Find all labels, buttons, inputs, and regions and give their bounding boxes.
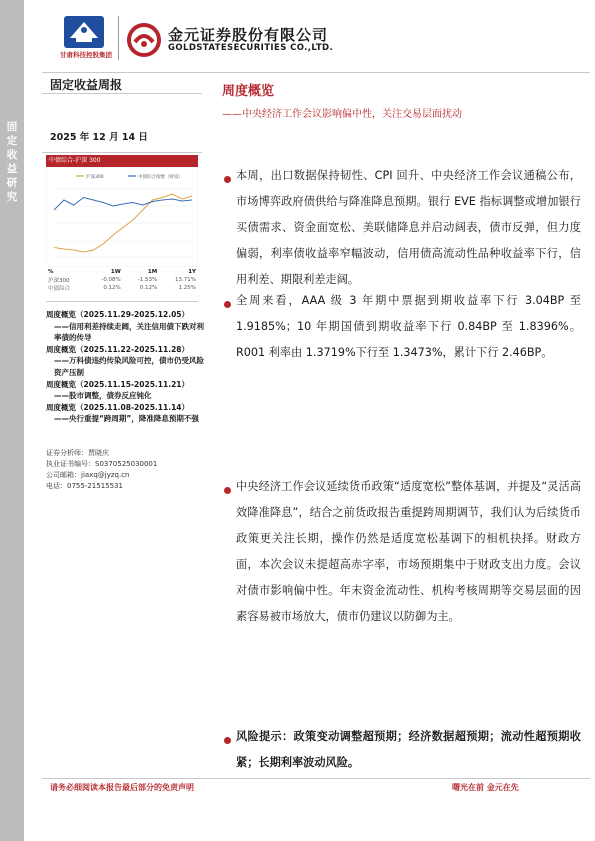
related-report-summary: ——万科债违约传染风险可控，债市仍受风险资产压制 bbox=[54, 356, 204, 377]
table-divider bbox=[46, 301, 198, 302]
related-report-summary: ——央行重提“跨周期”，降准降息预期不强 bbox=[54, 414, 199, 424]
report-subtitle: ——中央经济工作会议影响偏中性，关注交易层面扰动 bbox=[222, 109, 462, 120]
related-report-item[interactable] bbox=[46, 379, 204, 402]
table-header-cell: 1W bbox=[110, 269, 121, 275]
bullet-icon bbox=[224, 176, 231, 183]
body-paragraph: 本周，出口数据保持韧性、CPI 回升、中央经济工作会议通稿公布，市场博弈政府债供给与降准降息预期。银行 EVE 指标调整或增加银行买债需求、资金面宽松、美联储降息并启动阔表，债市反弹，但力度偏弱，利率债收益率窄幅波动，信用债高流动性品种收益率下行，信用利差、期限利差走阔。 bbox=[236, 169, 581, 286]
bullet-icon bbox=[224, 737, 231, 744]
table-cell: -1.53% bbox=[137, 277, 158, 283]
table-header-cell: 1M bbox=[147, 269, 158, 275]
table-cell: 0.12% bbox=[139, 285, 158, 291]
body-paragraph: 中央经济工作会议延续货币政策“适度宽松”整体基调，并提及“灵活高效降准降息”，结合之前货政报告重提跨周期调节，我们认为后续货币政策更关注长期，操作仍然是适度宽松基调下的相机抉择。财政方面，本次会议未提超高赤字率，市场预期集中于财政支出力度。会议对债市影响偏中性。年末资金流动性、机构考核周期等交易层面的因素容易被市场放大，债市仍建议以防御为主。 bbox=[236, 480, 581, 623]
side-label: 固定收益研究 bbox=[6, 121, 18, 203]
performance-table bbox=[46, 268, 198, 292]
table-cell: 沪深300 bbox=[48, 278, 70, 284]
table-row bbox=[46, 276, 198, 284]
body-paragraph: 全周来看，AAA 级 3 年期中票据到期收益率下行 3.04BP 至 1.9185%；10 年期国债到期收益率下行 0.84BP 至 1.8396%。R001 利率由 1.3719%下行至 1.3473%，累计下行 2.46BP。 bbox=[236, 294, 581, 359]
report-type: 固定收益周报 bbox=[50, 78, 123, 92]
table-cell: -0.08% bbox=[101, 277, 121, 283]
brand-name-en: GOLDSTATESECURITIES CO.,LTD. bbox=[168, 43, 334, 53]
report-type-divider bbox=[42, 93, 202, 94]
table-cell: 1.25% bbox=[178, 285, 196, 291]
bullet-icon bbox=[224, 301, 231, 308]
table-header-row bbox=[46, 268, 198, 276]
related-report-summary: ——信用利差持续走阔，关注信用债下跌对利率债的传导 bbox=[54, 321, 204, 343]
related-reports bbox=[46, 309, 204, 425]
legend-label: 中债综合指数（财富） bbox=[138, 175, 183, 180]
chart-svg bbox=[46, 167, 198, 267]
logo-subtitle: 甘肃科技控股集团 bbox=[60, 51, 112, 59]
analyst-email[interactable]: 公司邮箱：jiaxq@jyzq.cn bbox=[46, 471, 130, 479]
index-chart bbox=[46, 155, 198, 267]
table-header-cell: % bbox=[48, 269, 54, 275]
table-header-cell: 1Y bbox=[188, 269, 196, 275]
footer-divider bbox=[42, 778, 590, 779]
logo-divider bbox=[118, 16, 119, 60]
chart-title: 中债综合-沪深 300 bbox=[46, 155, 198, 167]
related-report-item[interactable] bbox=[46, 402, 204, 425]
footer-slogan: 曙光在前 金元在先 bbox=[452, 783, 519, 792]
analyst-license: 执业证书编号：S0370525030001 bbox=[46, 460, 158, 468]
legend-label: 沪深300 bbox=[86, 175, 104, 180]
related-report-item[interactable] bbox=[46, 309, 204, 344]
related-report-item[interactable] bbox=[46, 344, 204, 379]
bullet-icon bbox=[224, 487, 231, 494]
brand-name-cn: 金元证券股份有限公司 bbox=[168, 26, 329, 44]
related-report-summary: ——股市调整，债券反应钝化 bbox=[54, 391, 152, 401]
table-row bbox=[46, 284, 198, 292]
report-title: 周度概览 bbox=[222, 84, 275, 99]
table-cell: 13.71% bbox=[175, 277, 196, 283]
table-cell: 0.12% bbox=[103, 285, 121, 291]
brand-mark-icon bbox=[126, 22, 162, 58]
left-column-divider bbox=[42, 152, 202, 153]
related-report-title: 周度概览（2025.11.15-2025.11.21） bbox=[46, 379, 190, 389]
table-cell: 中债综合 bbox=[48, 286, 71, 292]
analyst-info bbox=[46, 448, 204, 492]
report-date: 2025 年 12 月 14 日 bbox=[50, 132, 148, 143]
related-report-title: 周度概览（2025.11.29-2025.12.05） bbox=[46, 310, 190, 319]
analyst-name: 证券分析师：贾晓庆 bbox=[46, 449, 109, 457]
related-report-title: 周度概览（2025.11.22-2025.11.28） bbox=[46, 344, 190, 354]
footer-disclaimer[interactable]: 请务必细阅读本报告最后部分的免责声明 bbox=[50, 783, 194, 792]
related-report-title: 周度概览（2025.11.08-2025.11.14） bbox=[46, 402, 190, 412]
header-divider bbox=[42, 72, 590, 73]
analyst-phone: 电话：0755-21515531 bbox=[46, 482, 123, 490]
risk-warning: 风险提示：政策变动调整超预期；经济数据超预期；流动性超预期收紧；长期利率波动风险。 bbox=[236, 730, 581, 769]
